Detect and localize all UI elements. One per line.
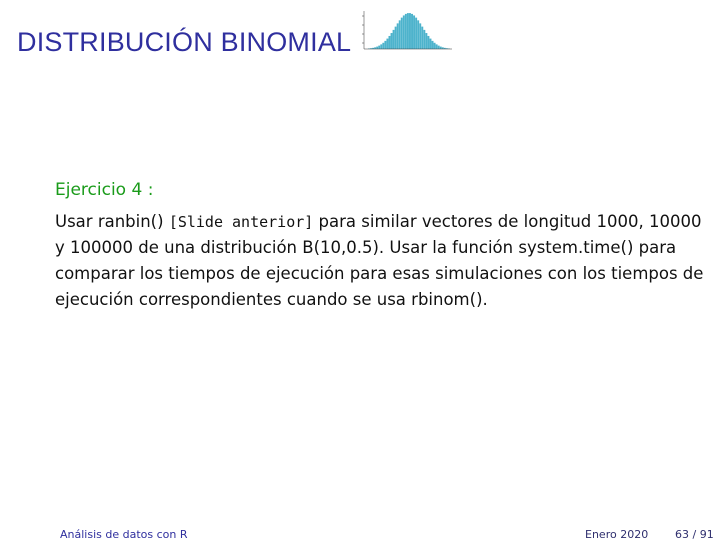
footer-date: Enero 2020 [585, 528, 649, 541]
histogram-bar [413, 15, 415, 49]
histogram-bar [432, 41, 434, 49]
histogram-bar [436, 44, 438, 49]
histogram-bar [399, 20, 401, 49]
footer-page-number: 63 / 91 [675, 528, 714, 541]
histogram-bar [419, 23, 421, 49]
histogram-bar [386, 39, 388, 49]
histogram-bar [384, 41, 386, 49]
histogram-bar [423, 30, 425, 49]
histogram-bar [427, 36, 429, 49]
histogram-bar [391, 33, 393, 49]
histogram-bar [421, 27, 423, 49]
footer-course: Análisis de datos con R [60, 528, 188, 541]
histogram-bar [440, 47, 442, 49]
histogram-bar [376, 47, 378, 49]
histogram-bar [380, 44, 382, 49]
exercise-code-ref: [Slide anterior] [168, 213, 314, 231]
histogram-bar [403, 15, 405, 49]
histogram-bar [417, 20, 419, 49]
histogram-bar [442, 47, 444, 49]
histogram-bar [405, 14, 407, 49]
exercise-body [55, 209, 705, 313]
histogram-bar [389, 36, 391, 49]
histogram-bar [378, 46, 380, 49]
exercise-text-rest: para similar vectores de longitud 1000, 10000 y 100000 de una distribución B(10,0.5). Usar la función system.time() para comparar los tiempos de ejecución para esas simulaciones con los tiempos de ejecución correspondientes cuando se usa rbinom(). [55, 212, 704, 309]
histogram-bar [407, 13, 409, 49]
histogram-bar [430, 39, 432, 49]
histogram-bar [425, 33, 427, 49]
histogram-bar [382, 43, 384, 49]
histogram-bar [395, 27, 397, 49]
histogram-bar [401, 18, 403, 49]
exercise-title: Ejercicio 4 : [55, 180, 154, 200]
exercise-block [55, 180, 705, 313]
histogram-bar [434, 43, 436, 49]
histogram-bar [415, 18, 417, 49]
histogram-bar [409, 13, 411, 49]
slide-title: DISTRIBUCIÓN BINOMIAL [17, 27, 352, 57]
histogram-bar [397, 23, 399, 49]
exercise-text-start: Usar ranbin() [55, 212, 169, 231]
histogram-bar [411, 14, 413, 49]
histogram-bar [438, 46, 440, 49]
histogram-bar [374, 47, 376, 49]
binomial-histogram-icon [360, 8, 455, 53]
histogram-bar [393, 30, 395, 49]
